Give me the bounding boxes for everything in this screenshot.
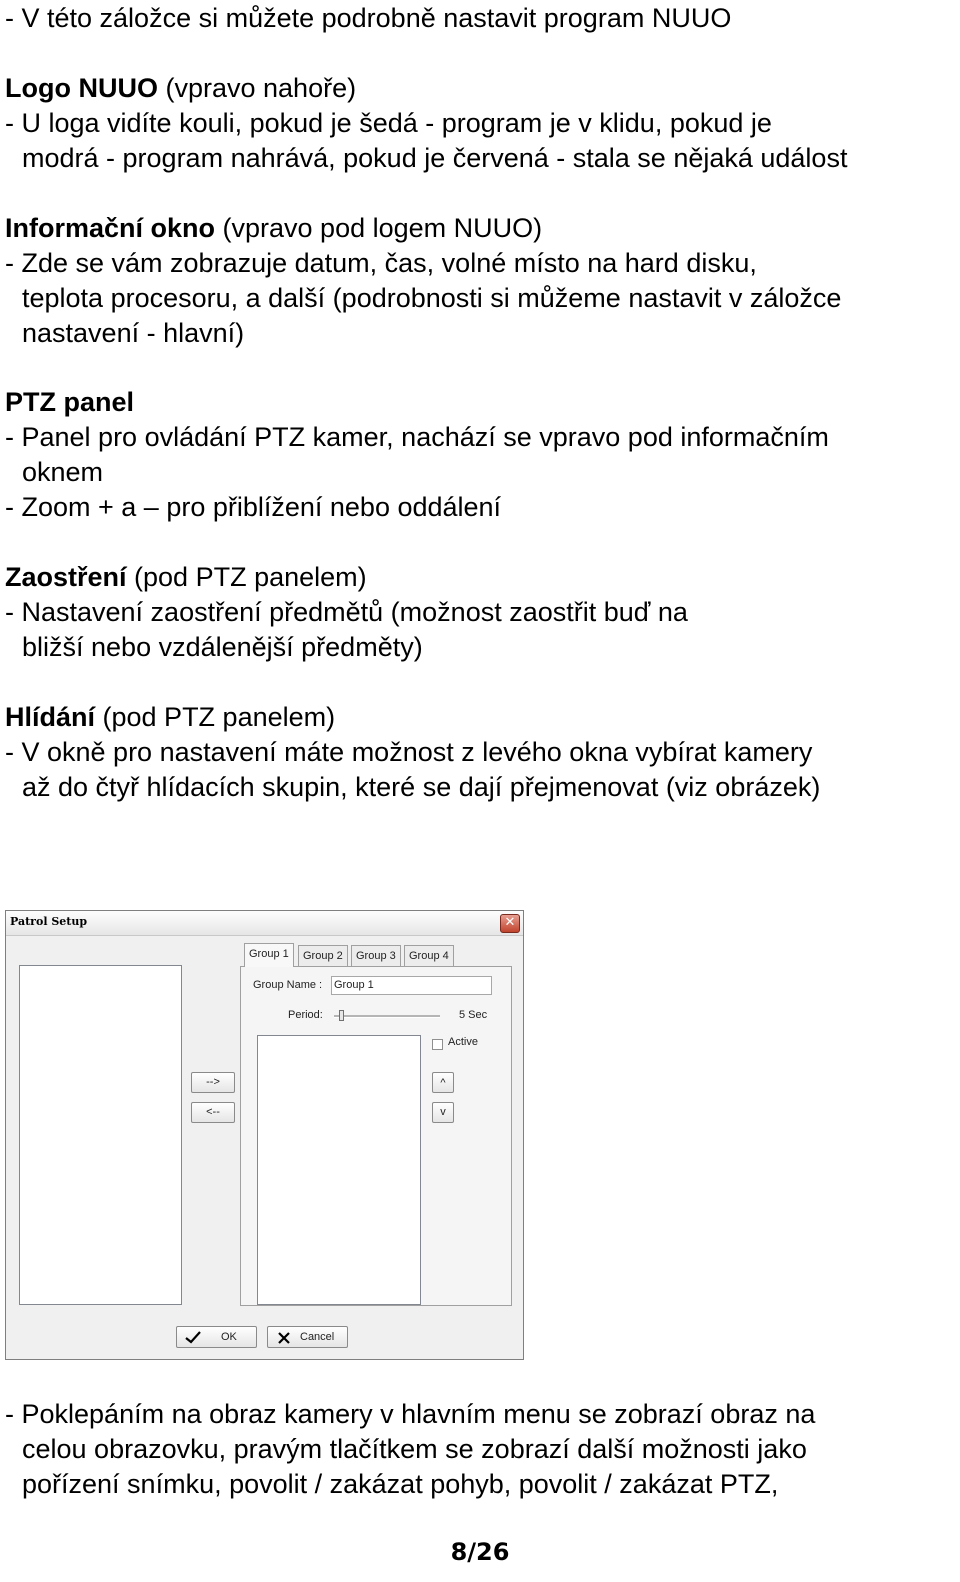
end-line-3: pořízení snímku, povolit / zakázat pohyb, povolit / zakázat PTZ,: [22, 1469, 779, 1499]
focus-heading: Zaostření: [5, 562, 127, 592]
info-heading: Informační okno: [5, 213, 216, 243]
camera-source-list[interactable]: [19, 965, 182, 1305]
move-down-button[interactable]: v: [432, 1102, 454, 1123]
group-name-input[interactable]: Group 1: [331, 976, 492, 995]
ptz-heading: PTZ panel: [5, 387, 135, 417]
move-up-button[interactable]: ^: [432, 1072, 454, 1093]
info-line-1: - Zde se vám zobrazuje datum, čas, volné místo na hard disku,: [5, 248, 757, 278]
period-label: Period:: [288, 1009, 323, 1021]
cancel-label: Cancel: [300, 1331, 335, 1343]
patrol-subheading: (pod PTZ panelem): [95, 702, 336, 732]
tab-group-4[interactable]: Group 4: [404, 945, 454, 967]
ok-label: OK: [221, 1331, 237, 1343]
active-label: Active: [448, 1036, 478, 1048]
logo-line-1: - U loga vidíte kouli, pokud je šedá - program je v klidu, pokud je: [5, 108, 772, 138]
cross-icon: [278, 1332, 290, 1344]
tab-group-1[interactable]: Group 1: [244, 943, 294, 967]
logo-heading: Logo NUUO: [5, 73, 158, 103]
tab-group-2[interactable]: Group 2: [298, 945, 348, 967]
patrol-line-2: až do čtyř hlídacích skupin, které se dají přejmenovat (viz obrázek): [22, 772, 821, 802]
ok-button[interactable]: [176, 1326, 257, 1348]
logo-heading-line: [5, 72, 356, 104]
end-line-2: celou obrazovku, pravým tlačítkem se zobrazí další možnosti jako: [22, 1434, 807, 1464]
logo-line-2: modrá - program nahrává, pokud je červená - stala se nějaká událost: [22, 143, 848, 173]
remove-camera-button[interactable]: <--: [191, 1102, 235, 1123]
focus-subheading: (pod PTZ panelem): [126, 562, 367, 592]
logo-subheading: (vpravo nahoře): [157, 73, 357, 103]
period-value: 5 Sec: [459, 1009, 488, 1021]
end-line-1: - Poklepáním na obraz kamery v hlavním menu se zobrazí obraz na: [5, 1399, 816, 1429]
page-number: 8/26: [450, 1538, 510, 1566]
cancel-button[interactable]: [267, 1326, 348, 1348]
patrol-heading: Hlídání: [5, 702, 96, 732]
intro-line: - V této záložce si můžete podrobně nastavit program NUUO: [5, 3, 732, 33]
ptz-line-3: - Zoom + a – pro přiblížení nebo oddálení: [5, 492, 502, 522]
dialog-titlebar: [6, 911, 523, 936]
info-subheading: (vpravo pod logem NUUO): [215, 213, 543, 243]
group-name-label: Group Name :: [253, 979, 323, 991]
patrol-line-1: - V okně pro nastavení máte možnost z levého okna vybírat kamery: [5, 737, 813, 767]
add-camera-button[interactable]: -->: [191, 1072, 235, 1093]
tab-group-3[interactable]: Group 3: [351, 945, 401, 967]
patrol-heading-line: [5, 701, 335, 733]
group-camera-list[interactable]: [257, 1035, 421, 1305]
ptz-line-2: oknem: [22, 457, 104, 487]
info-line-3: nastavení - hlavní): [22, 318, 245, 348]
period-slider-thumb[interactable]: [339, 1010, 344, 1021]
period-slider-track[interactable]: [334, 1015, 440, 1018]
info-heading-line: [5, 212, 542, 244]
close-icon[interactable]: ✕: [500, 914, 520, 933]
focus-heading-line: [5, 561, 367, 593]
checkmark-icon: [185, 1331, 201, 1344]
info-line-2: teplota procesoru, a další (podrobnosti si můžeme nastavit v záložce: [22, 283, 842, 313]
active-checkbox[interactable]: [432, 1039, 443, 1050]
dialog-title: Patrol Setup: [10, 915, 88, 928]
ptz-line-1: - Panel pro ovládání PTZ kamer, nachází se vpravo pod informačním: [5, 422, 829, 452]
focus-line-2: bližší nebo vzdálenější předměty): [22, 632, 423, 662]
focus-line-1: - Nastavení zaostření předmětů (možnost zaostřit buď na: [5, 597, 688, 627]
